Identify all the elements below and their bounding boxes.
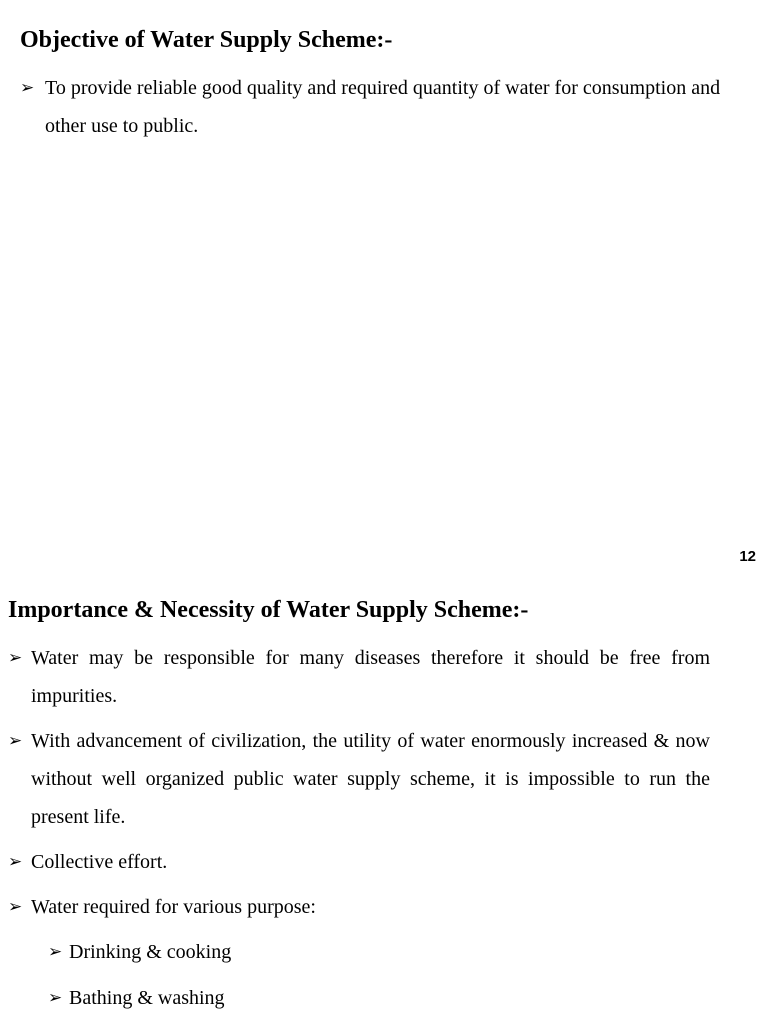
- arrow-bullet-icon: ➢: [8, 731, 23, 751]
- importance-bullet-item: [8, 843, 710, 881]
- purpose-sub-bullet-item: [8, 979, 710, 1017]
- objective-bullet-text: To provide reliable good quality and required quantity of water for consumption and other use to public.: [45, 77, 721, 137]
- purpose-sub-bullet-text: Bathing & washing: [69, 987, 225, 1009]
- arrow-bullet-icon: ➢: [8, 648, 23, 668]
- importance-bullet-item: [8, 722, 710, 836]
- importance-bullet-item: [8, 639, 710, 715]
- importance-list: [8, 639, 710, 1025]
- document-page-bottom: [0, 580, 768, 1024]
- objective-list: [20, 69, 745, 145]
- arrow-bullet-icon: ➢: [48, 942, 63, 962]
- importance-bullet-text: With advancement of civilization, the utility of water enormously increased & now without well organized public water supply scheme, it is impossible to run the present life.: [31, 730, 710, 828]
- arrow-bullet-icon: ➢: [8, 852, 23, 872]
- purpose-sub-bullet-item: [8, 933, 710, 971]
- purpose-sub-bullet-text: Drinking & cooking: [69, 941, 232, 963]
- objective-bullet-item: [20, 69, 745, 145]
- importance-bullet-text: Water may be responsible for many diseases therefore it should be free from impurities.: [31, 647, 710, 707]
- page-number: 12: [739, 548, 756, 565]
- importance-bullet-item: [8, 888, 710, 926]
- importance-bullet-text: Water required for various purpose:: [31, 896, 316, 918]
- arrow-bullet-icon: ➢: [8, 897, 23, 917]
- importance-bullet-text: Collective effort.: [31, 851, 168, 873]
- objective-heading: Objective of Water Supply Scheme:-: [20, 27, 393, 53]
- arrow-bullet-icon: ➢: [20, 78, 35, 98]
- importance-heading: Importance & Necessity of Water Supply Scheme:-: [8, 597, 529, 623]
- arrow-bullet-icon: ➢: [48, 988, 63, 1008]
